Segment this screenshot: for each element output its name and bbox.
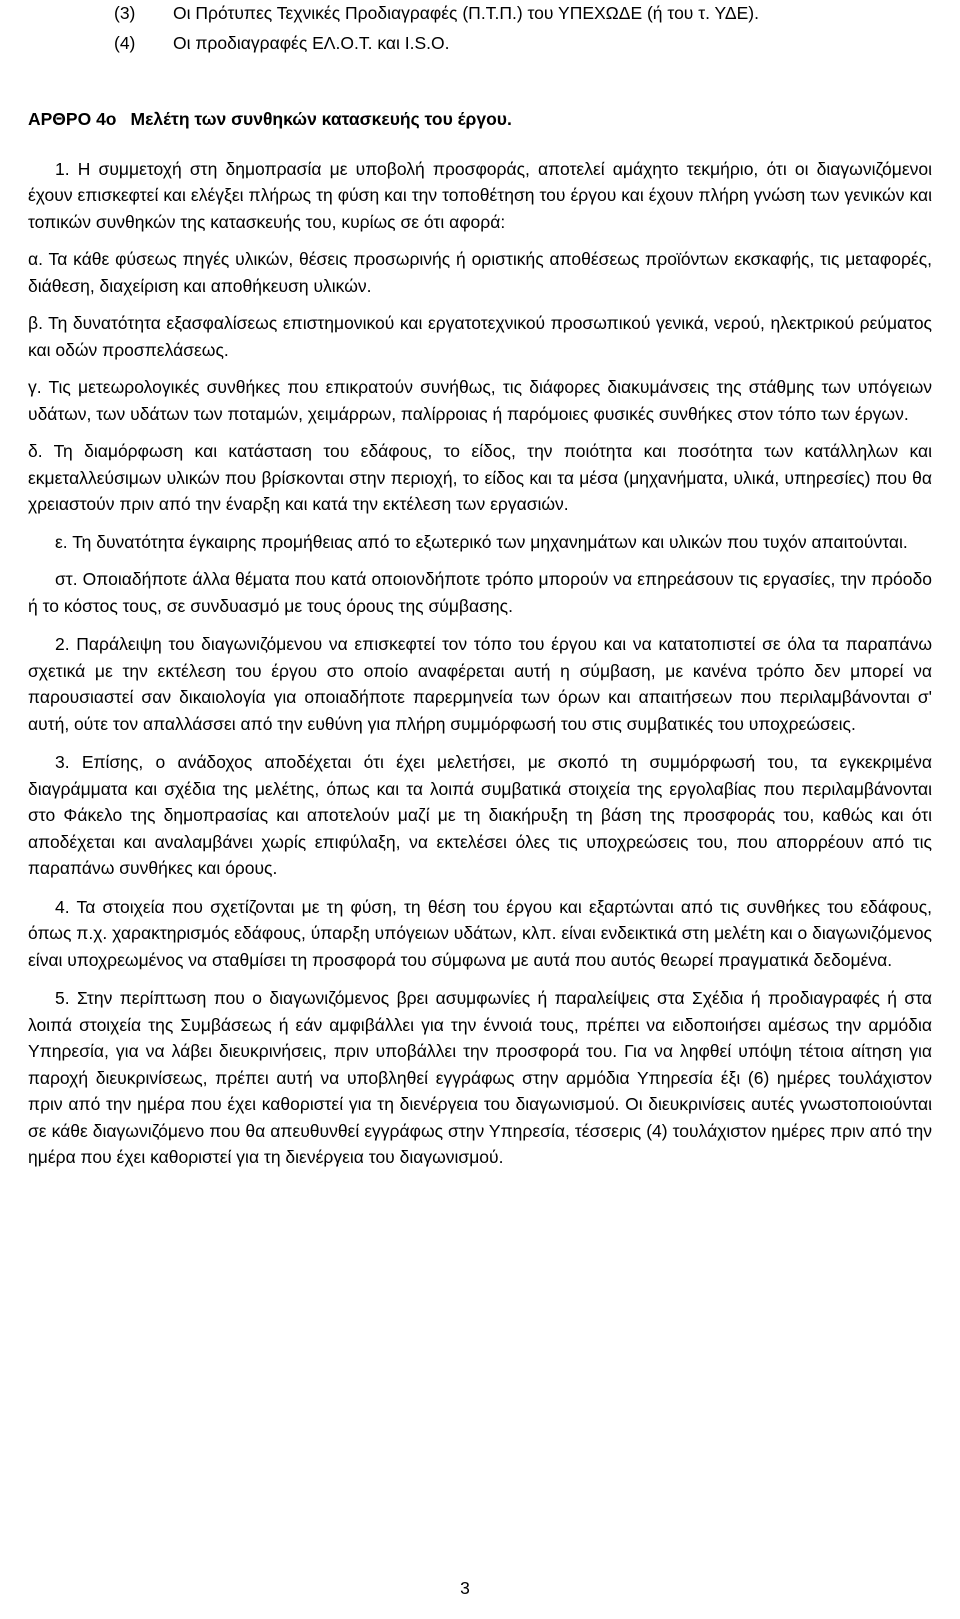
article-title: Μελέτη των συνθηκών κατασκευής του έργου. bbox=[130, 109, 512, 129]
paragraph: ε. Τη δυνατότητα έγκαιρης προμήθειας από το εξωτερικό των μηχανημάτων και υλικών που τυχόν απαιτούνται. bbox=[55, 531, 908, 552]
document-body bbox=[28, 0, 932, 1171]
list-item-text: Οι Πρότυπες Τεχνικές Προδιαγραφές (Π.Τ.Π.) του ΥΠΕΧΩΔΕ (ή του τ. ΥΔΕ). bbox=[173, 3, 759, 23]
list-item-number: (3) bbox=[114, 3, 136, 23]
page-number: 3 bbox=[460, 1578, 470, 1598]
article-label: ΑΡΘΡΟ 4ο bbox=[28, 109, 117, 129]
list-item-text: Οι προδιαγραφές ΕΛ.Ο.Τ. και I.S.O. bbox=[173, 32, 450, 53]
paragraph: 3. Επίσης, ο ανάδοχος αποδέχεται ότι έχει μελετήσει, με σκοπό τη συμμόρφωσή του, τα εγκεκριμένα διαγράμματα και σχέδια της μελέτης, όπως και τα λοιπά συμβατικά στοιχεία της εργολαβίας που περιλαμβάνονται στο Φάκελο της δημοπρασίας και αποτελούν μαζί με τη διακήρυξη τη βάση της προσφοράς του, καθώς και ότι αποδέχεται και αναλαμβάνει χωρίς επιφύλαξη, να εκτελέσει όλες τις υποχρεώσεις του, που απορρέουν από τις παραπάνω συνθήκες και όρους. bbox=[28, 752, 932, 878]
paragraph: 5. Στην περίπτωση που ο διαγωνιζόμενος βρει ασυμφωνίες ή παραλείψεις στα Σχέδια ή προδιαγραφές ή στα λοιπά στοιχεία της Συμβάσεως ή εάν αμφιβάλλει για την έννοιά τους, πρέπει να ειδοποιήσει αμέσως την αρμόδια Υπηρεσία, για να λάβει διευκρινήσεις, πριν υποβάλλει την προσφορά του. Για να ληφθεί υπόψη τέτοια αίτηση για παροχή διευκρινίσεως, πρέπει αυτή να υποβληθεί εγγράφως στην αρμόδια Υπηρεσία έξι (6) ημέρες τουλάχιστον πριν από την ημέρα που έχει καθοριστεί για τη διενέργεια του διαγωνισμού. Οι διευκρινίσεις αυτές γνωστοποιούνται σε κάθε διαγωνιζόμενο που θα απευθυνθεί εγγράφως στην Υπηρεσία, τέσσερις (4) τουλάχιστον ημέρες πριν από την ημέρα που έχει καθοριστεί για τη διενέργεια του διαγωνισμού. bbox=[28, 988, 932, 1167]
paragraph: 1. Η συμμετοχή στη δημοπρασία με υποβολή προσφοράς, αποτελεί αμάχητο τεκμήριο, ότι οι διαγωνιζόμενοι έχουν επισκεφτεί και ελέγξει πλήρως τη φύση και την τοποθέτηση του έργου και έχουν πλήρη γνώση των γενικών και τοπικών συνθηκών της κατασκευής του, κυρίως σε ότι αφορά: bbox=[28, 158, 932, 232]
paragraph: στ. Οποιαδήποτε άλλα θέματα που κατά οποιονδήποτε τρόπο μπορούν να επηρεάσουν τις εργασίες, την πρόοδο ή το κόστος τους, σε συνδυασμό με τους όρους της σύμβασης. bbox=[28, 569, 932, 616]
paragraph: 2. Παράλειψη του διαγωνιζόμενου να επισκεφτεί τον τόπο του έργου και να κατατοπιστεί σε όλα τα παραπάνω σχετικά με την εκτέλεση του έργου στο οποίο αναφέρεται αυτή η σύμβαση, με κανένα τρόπο δεν μπορεί να παρουσιαστεί σαν δικαιολογία για οποιαδήποτε παρερμηνεία των όρων και απαιτήσεων που περιλαμβάνονται σ' αυτή, ούτε τον απαλλάσσει από την ευθύνη για πλήρη συμμόρφωσή του στις συμβατικές του υποχρεώσεις. bbox=[28, 634, 932, 734]
paragraph: β. Τη δυνατότητα εξασφαλίσεως επιστημονικού και εργατοτεχνικού προσωπικού γενικά, νερού, ηλεκτρικού ρεύματος και οδών προσπελάσεως. bbox=[28, 313, 932, 360]
paragraph: γ. Τις μετεωρολογικές συνθήκες που επικρατούν συνήθως, τις διάφορες διακυμάνσεις της στάθμης των υπόγειων υδάτων, των υδάτων των ποταμών, χειμάρρων, παλίρροιας ή παρόμοιες φυσικές συνθήκες στον τόπο των έργων. bbox=[28, 377, 932, 424]
paragraph: δ. Τη διαμόρφωση και κατάσταση του εδάφους, το είδος, την ποιότητα και ποσότητα των κατάλληλων και εκμεταλλεύσιμων υλικών που βρίσκονται στην περιοχή, το είδος και τα μέσα (μηχανήματα, υλικά, υπηρεσίες) που θα χρειαστούν πριν από την έναρξη και κατά την εκτέλεση των εργασιών. bbox=[28, 441, 932, 514]
paragraph: 4. Τα στοιχεία που σχετίζονται με τη φύση, τη θέση του έργου και εξαρτώνται από τις συνθήκες του εδάφους, όπως π.χ. χαρακτηρισμός εδάφους, ύπαρξη υπόγειων υδάτων, κλπ. είναι ενδεικτικά στη μελέτη και ο διαγωνιζόμενος είναι υποχρεωμένος να σταθμίσει τη προσφορά του σύμφωνα με αυτά που αυτός θεωρεί πραγματικά δεδομένα. bbox=[28, 896, 932, 970]
list-item-number: (4) bbox=[114, 32, 136, 53]
paragraph: α. Τα κάθε φύσεως πηγές υλικών, θέσεις προσωρινής ή οριστικής αποθέσεως προϊόντων εκσκαφής, τις μεταφορές, διάθεση, διαχείριση και αποθήκευση υλικών. bbox=[28, 249, 932, 296]
list-item bbox=[28, 0, 932, 27]
article-heading bbox=[28, 106, 932, 133]
list-item bbox=[28, 30, 932, 57]
